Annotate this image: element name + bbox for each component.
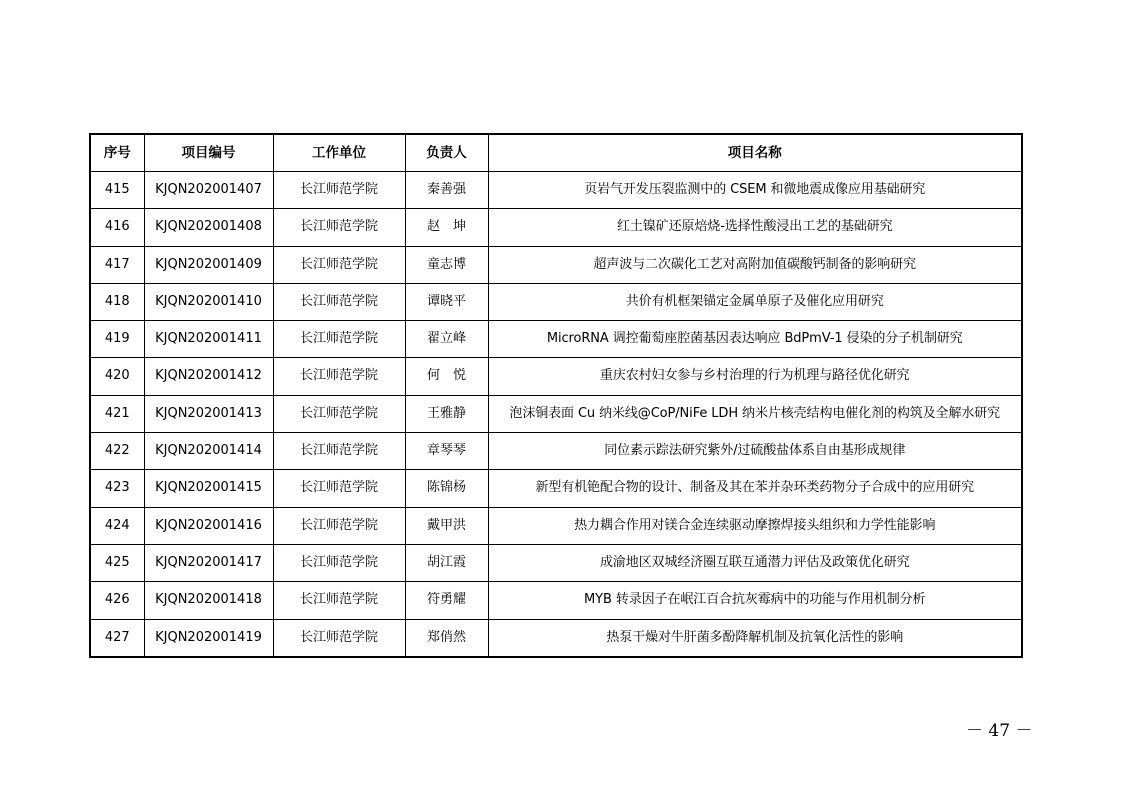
cell-seq: 416	[90, 209, 144, 246]
cell-leader: 戴甲洪	[405, 507, 488, 544]
cell-project-code: KJQN202001411	[144, 321, 273, 358]
header-work-unit: 工作单位	[273, 134, 405, 172]
header-project-name: 项目名称	[488, 134, 1022, 172]
cell-seq: 421	[90, 395, 144, 432]
cell-project-code: KJQN202001416	[144, 507, 273, 544]
header-project-code: 项目编号	[144, 134, 273, 172]
cell-project-code: KJQN202001414	[144, 433, 273, 470]
cell-project-name: 超声波与二次碳化工艺对高附加值碳酸钙制备的影响研究	[488, 246, 1022, 283]
cell-leader: 何 悦	[405, 358, 488, 395]
table-row	[90, 544, 1022, 581]
table-header-row	[90, 134, 1022, 172]
cell-project-code: KJQN202001407	[144, 172, 273, 209]
cell-leader: 谭晓平	[405, 283, 488, 320]
cell-project-code: KJQN202001419	[144, 619, 273, 657]
header-leader: 负责人	[405, 134, 488, 172]
cell-seq: 425	[90, 544, 144, 581]
table-row	[90, 619, 1022, 657]
cell-seq: 417	[90, 246, 144, 283]
cell-work-unit: 长江师范学院	[273, 283, 405, 320]
cell-leader: 胡江霞	[405, 544, 488, 581]
cell-leader: 翟立峰	[405, 321, 488, 358]
cell-work-unit: 长江师范学院	[273, 619, 405, 657]
cell-seq: 427	[90, 619, 144, 657]
cell-project-name: 共价有机框架锚定金属单原子及催化应用研究	[488, 283, 1022, 320]
cell-work-unit: 长江师范学院	[273, 544, 405, 581]
table-row	[90, 470, 1022, 507]
table-row	[90, 358, 1022, 395]
table-row	[90, 209, 1022, 246]
cell-work-unit: 长江师范学院	[273, 433, 405, 470]
cell-work-unit: 长江师范学院	[273, 470, 405, 507]
cell-seq: 419	[90, 321, 144, 358]
cell-leader: 符勇耀	[405, 582, 488, 619]
cell-seq: 426	[90, 582, 144, 619]
cell-project-name: 红土镍矿还原焙烧-选择性酸浸出工艺的基础研究	[488, 209, 1022, 246]
table-row	[90, 395, 1022, 432]
cell-seq: 418	[90, 283, 144, 320]
cell-work-unit: 长江师范学院	[273, 582, 405, 619]
table-row	[90, 172, 1022, 209]
cell-project-name: MYB 转录因子在岷江百合抗灰霉病中的功能与作用机制分析	[488, 582, 1022, 619]
cell-leader: 王雅静	[405, 395, 488, 432]
header-seq: 序号	[90, 134, 144, 172]
cell-project-code: KJQN202001413	[144, 395, 273, 432]
cell-project-code: KJQN202001408	[144, 209, 273, 246]
cell-work-unit: 长江师范学院	[273, 321, 405, 358]
cell-project-code: KJQN202001417	[144, 544, 273, 581]
table-row	[90, 283, 1022, 320]
cell-work-unit: 长江师范学院	[273, 246, 405, 283]
cell-project-code: KJQN202001412	[144, 358, 273, 395]
cell-work-unit: 长江师范学院	[273, 172, 405, 209]
cell-leader: 赵 坤	[405, 209, 488, 246]
cell-project-code: KJQN202001415	[144, 470, 273, 507]
cell-project-name: 同位素示踪法研究紫外/过硫酸盐体系自由基形成规律	[488, 433, 1022, 470]
cell-work-unit: 长江师范学院	[273, 395, 405, 432]
cell-project-code: KJQN202001410	[144, 283, 273, 320]
table-row	[90, 507, 1022, 544]
cell-project-name: 新型有机铯配合物的设计、制备及其在苯并杂环类药物分子合成中的应用研究	[488, 470, 1022, 507]
cell-leader: 郑俏然	[405, 619, 488, 657]
cell-work-unit: 长江师范学院	[273, 507, 405, 544]
cell-seq: 420	[90, 358, 144, 395]
cell-seq: 415	[90, 172, 144, 209]
cell-leader: 秦善强	[405, 172, 488, 209]
cell-leader: 童志博	[405, 246, 488, 283]
cell-project-name: MicroRNA 调控葡萄座腔菌基因表达响应 BdPmV-1 侵染的分子机制研究	[488, 321, 1022, 358]
cell-project-code: KJQN202001409	[144, 246, 273, 283]
cell-seq: 424	[90, 507, 144, 544]
page-number: － 47 －	[966, 721, 1033, 741]
project-table	[89, 133, 1023, 658]
table-body	[90, 172, 1022, 657]
cell-leader: 章琴琴	[405, 433, 488, 470]
cell-seq: 422	[90, 433, 144, 470]
cell-project-name: 成渝地区双城经济圈互联互通潜力评估及政策优化研究	[488, 544, 1022, 581]
cell-project-name: 重庆农村妇女参与乡村治理的行为机理与路径优化研究	[488, 358, 1022, 395]
cell-work-unit: 长江师范学院	[273, 209, 405, 246]
table-row	[90, 321, 1022, 358]
table-row	[90, 582, 1022, 619]
table-row	[90, 433, 1022, 470]
cell-leader: 陈锦杨	[405, 470, 488, 507]
cell-seq: 423	[90, 470, 144, 507]
cell-project-code: KJQN202001418	[144, 582, 273, 619]
cell-project-name: 热力耦合作用对镁合金连续驱动摩擦焊接头组织和力学性能影响	[488, 507, 1022, 544]
cell-project-name: 热泵干燥对牛肝菌多酚降解机制及抗氧化活性的影响	[488, 619, 1022, 657]
table-row	[90, 246, 1022, 283]
cell-project-name: 页岩气开发压裂监测中的 CSEM 和微地震成像应用基础研究	[488, 172, 1022, 209]
cell-project-name: 泡沫铜表面 Cu 纳米线@CoP/NiFe LDH 纳米片核壳结构电催化剂的构筑及全解水研究	[488, 395, 1022, 432]
cell-work-unit: 长江师范学院	[273, 358, 405, 395]
